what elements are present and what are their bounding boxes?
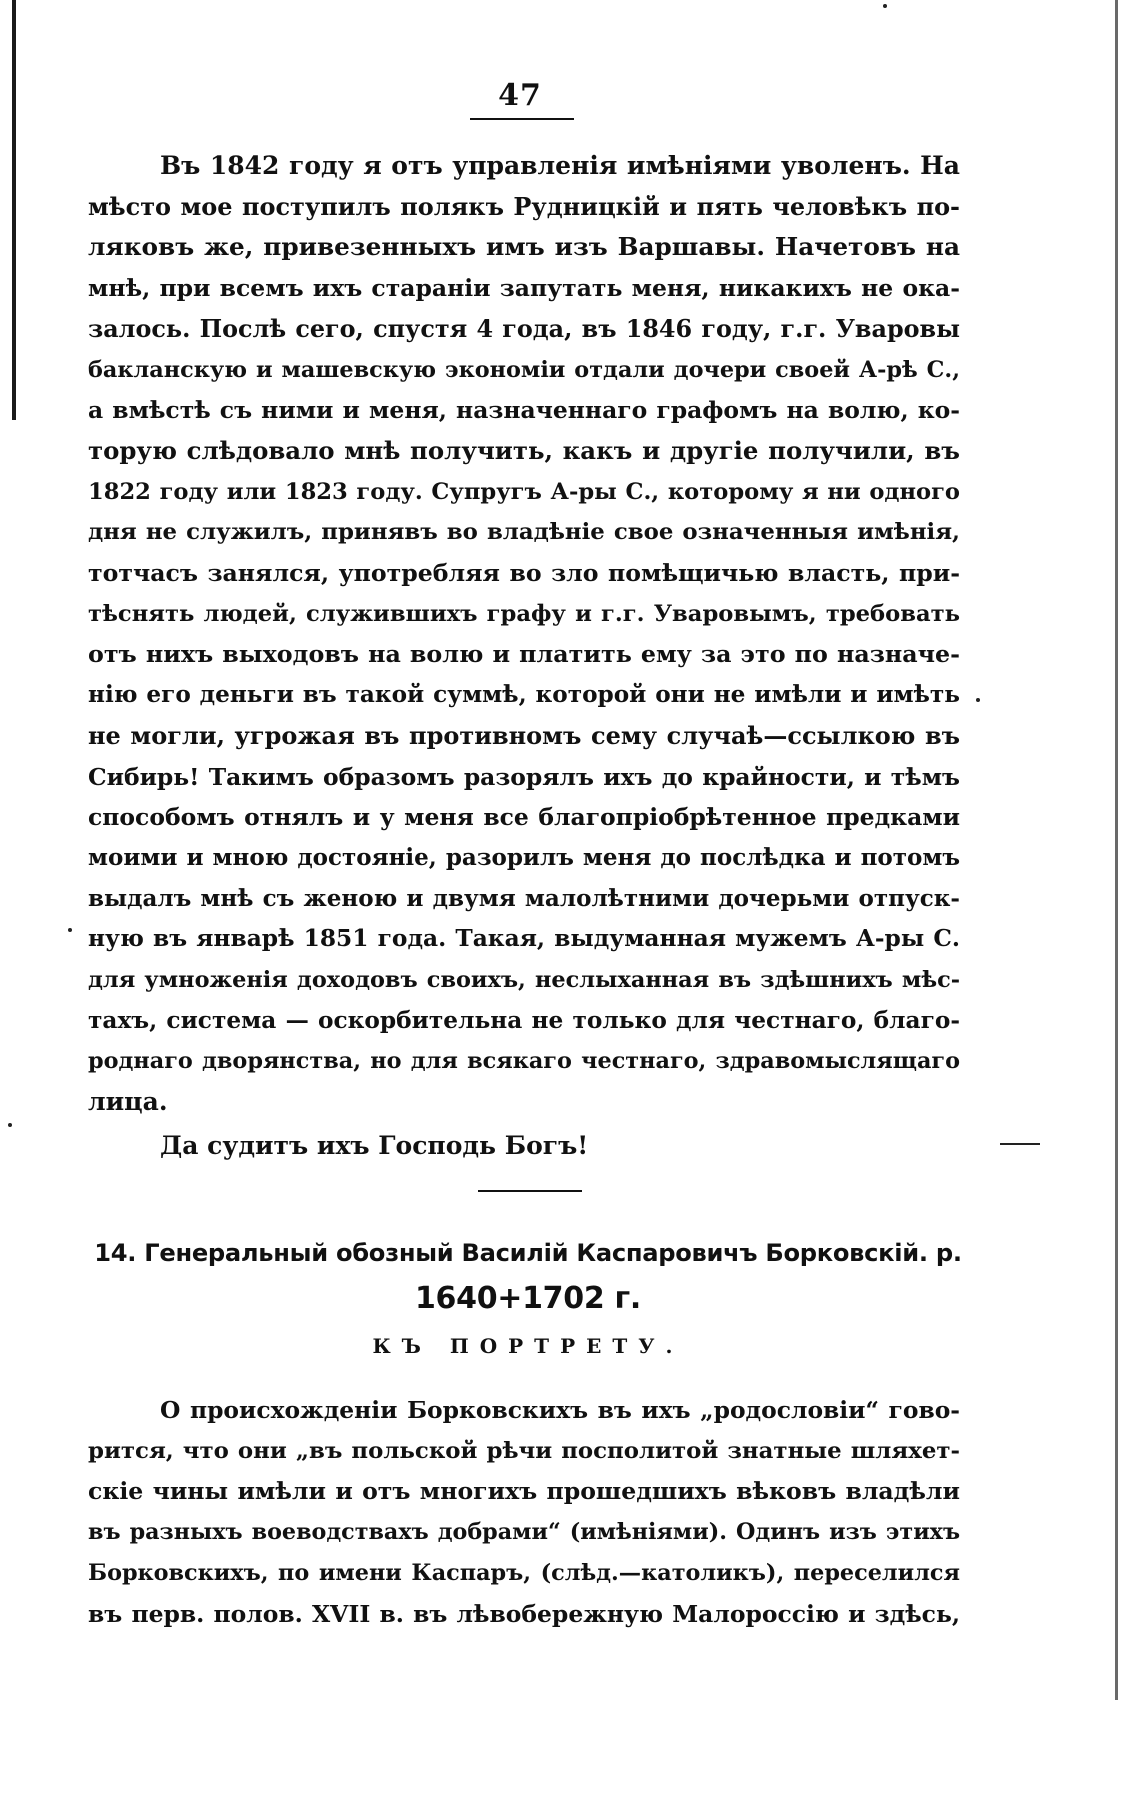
section-heading-dates: 1640+1702 г.: [414, 1281, 642, 1316]
text-line: бакланскую и машевскую экономіи отдали дочери своей А-рѣ С.,: [88, 356, 960, 383]
scan-speck: [68, 928, 72, 932]
text-line: лица.: [88, 1087, 168, 1117]
text-line: въ перв. полов. XVII в. въ лѣвобережную Малороссію и здѣсь,: [88, 1599, 960, 1628]
text-line: а вмѣстѣ съ ними и меня, назначеннаго графомъ на волю, ко-: [88, 396, 960, 425]
text-line: дня не служилъ, принявъ во владѣніе свое означенныя имѣнія,: [88, 519, 960, 546]
paragraph-2: [160, 1126, 960, 1167]
text-line: ную въ январѣ 1851 года. Такая, выдуманная мужемъ А-ры С.: [88, 925, 960, 953]
paragraph-3: [88, 1390, 960, 1634]
scan-edge-left: [12, 0, 16, 420]
text-line: Борковскихъ, по имени Каспаръ, (слѣд.—католикъ), переселился: [88, 1559, 960, 1586]
text-line: выдалъ мнѣ съ женою и двумя малолѣтними дочерьми отпуск-: [88, 884, 960, 912]
text-line: Въ 1842 году я отъ управленія имѣніями уволенъ. На: [160, 151, 960, 180]
text-line: рится, что они „въ польской рѣчи посполитой знатные шляхет-: [88, 1437, 960, 1464]
page-number: 47: [498, 78, 542, 113]
text-line: скіе чины имѣли и отъ многихъ прошедшихъ вѣковъ владѣли: [88, 1477, 960, 1506]
text-line: способомъ отнялъ и у меня все благопріобрѣтенное предками: [88, 803, 960, 832]
section-heading: [88, 1230, 968, 1322]
text-line: Сибирь! Такимъ образомъ разорялъ ихъ до крайности, и тѣмъ: [88, 762, 960, 791]
text-line: въ разныхъ воеводствахъ добрами“ (имѣніями). Одинъ изъ этихъ: [88, 1519, 960, 1546]
text-line: О происхожденіи Борковскихъ въ ихъ „родословіи“ гово-: [160, 1396, 960, 1424]
text-line: мнѣ, при всемъ ихъ стараніи запутать меня, никакихъ не ока-: [88, 274, 960, 303]
text-line: торую слѣдовало мнѣ получить, какъ и другіе получили, въ: [88, 435, 960, 465]
scan-speck: [976, 698, 980, 702]
text-line: тотчасъ занялся, употребляя во зло помѣщичью власть, при-: [88, 559, 960, 588]
text-line: тахъ, система — оскорбительна не только для честнаго, благо-: [88, 1006, 960, 1034]
section-heading-title: 14. Генеральный обозный Василій Каспаровичъ Борковскій. р.: [94, 1239, 962, 1267]
text-line: нію его деньги въ такой суммѣ, которой они не имѣли и имѣть: [88, 681, 960, 709]
text-line: отъ нихъ выходовъ на волю и платить ему за это по назначе-: [88, 640, 960, 669]
page-number-rule: [470, 118, 574, 120]
text-line: залось. Послѣ сего, спустя 4 года, въ 1846 году, г.г. Уваровы: [88, 314, 960, 343]
paragraph-1: [88, 146, 960, 1123]
text-line: ляковъ же, привезенныхъ имъ изъ Варшавы. Начетовъ на: [88, 232, 960, 262]
scan-edge-right: [1115, 0, 1118, 1700]
text-line: тѣснять людей, служившихъ графу и г.г. Уваровымъ, требовать: [88, 600, 960, 627]
scan-speck: [883, 4, 887, 8]
section-divider: [478, 1190, 582, 1192]
closing-sentence: Да судитъ ихъ Господь Богъ!: [160, 1131, 589, 1160]
text-line: 1822 году или 1823 году. Супругъ А-ры С., которому я ни одного: [88, 478, 960, 505]
text-line: для умноженія доходовъ своихъ, неслыханная въ здѣшнихъ мѣс-: [88, 967, 960, 994]
scan-speck: [8, 1123, 12, 1127]
text-line: не могли, угрожая въ противномъ сему случаѣ—ссылкою въ: [88, 720, 960, 750]
section-subheading: КЪ ПОРТРЕТУ.: [372, 1334, 684, 1358]
text-line: мѣсто мое поступилъ полякъ Рудницкій и пять человѣкъ по-: [88, 192, 960, 221]
text-line: роднаго дворянства, но для всякаго честнаго, здравомыслящаго: [88, 1048, 960, 1075]
text-line: моими и мною достояніе, разорилъ меня до послѣдка и потомъ: [88, 843, 960, 871]
scan-speck: [1000, 1143, 1040, 1145]
